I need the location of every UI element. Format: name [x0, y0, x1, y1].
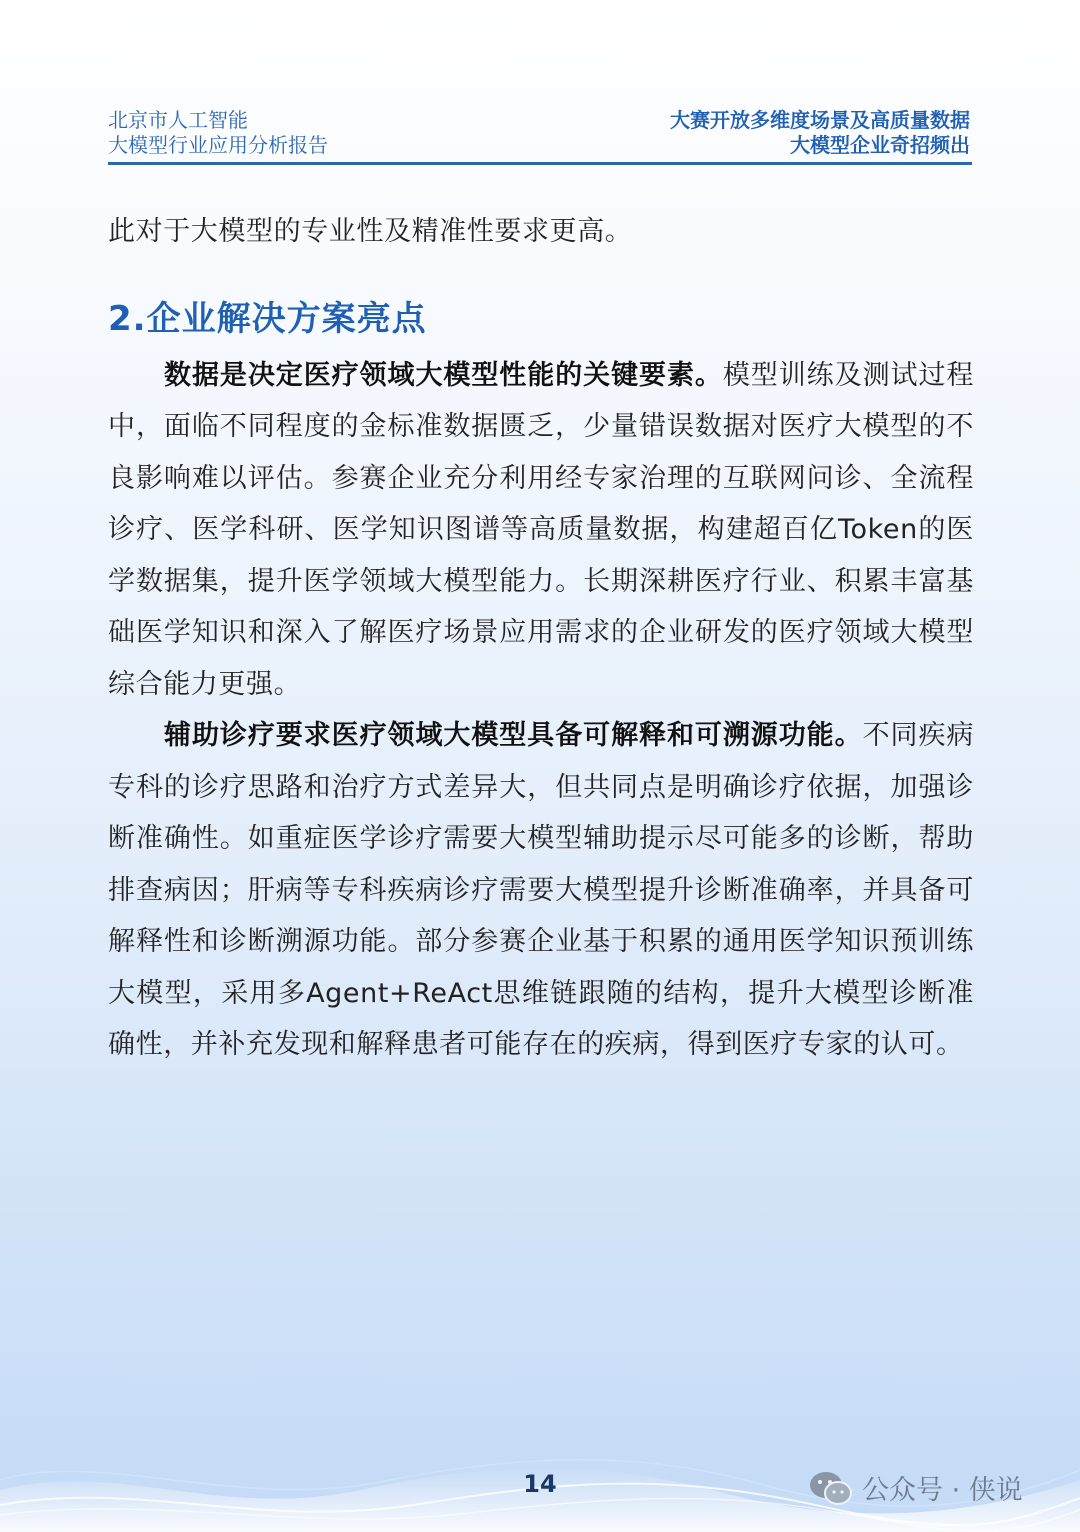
watermark — [808, 1468, 1023, 1507]
intro-paragraph: 此对于大模型的专业性及精准性要求更高。 — [108, 216, 633, 247]
header-divider — [108, 162, 972, 165]
paragraph-2-text: 不同疾病专科的诊疗思路和治疗方式差异大，但共同点是明确诊疗依据，加强诊断准确性。如重症医学诊疗需要大模型辅助提示尽可能多的诊断，帮助排查病因；肝病等专科疾病诊疗需要大模型提升诊断准确率，并具备可解释性和诊断溯源功能。部分参赛企业基于积累的通用医学知识预训练大模型，采用多Agent+ReAct思维链跟随的结构，提升大模型诊断准确性，并补充发现和解释患者可能存在的疾病，得到医疗专家的认可。 — [108, 720, 975, 1060]
header-right-line1: 大赛开放多维度场景及高质量数据 — [670, 108, 970, 132]
page-number: 14 — [523, 1470, 557, 1498]
paragraph-1-text: 模型训练及测试过程中，面临不同程度的金标准数据匮乏，少量错误数据对医疗大模型的不良影响难以评估。参赛企业充分利用经专家治理的互联网问诊、全流程诊疗、医学科研、医学知识图谱等高质量数据，构建超百亿Token的医学数据集，提升医学领域大模型能力。长期深耕医疗行业、积累丰富基础医学知识和深入了解医疗场景应用需求的企业研发的医疗领域大模型综合能力更强。 — [108, 359, 975, 700]
header-left-line1: 北京市人工智能 — [108, 108, 248, 132]
paragraph-1 — [108, 350, 974, 711]
header-right — [670, 108, 970, 158]
wechat-icon — [808, 1469, 854, 1507]
header-right-line2: 大模型企业奇招频出 — [790, 133, 970, 157]
header-left-line2: 大模型行业应用分析报告 — [108, 133, 328, 157]
paragraph-2 — [108, 710, 974, 1071]
section-title: 2.企业解决方案亮点 — [108, 298, 427, 339]
paragraph-2-lead: 辅助诊疗要求医疗领域大模型具备可解释和可溯源功能。 — [164, 720, 863, 751]
watermark-text: 公众号 · 侠说 — [862, 1475, 1023, 1506]
main-content — [108, 206, 974, 1071]
header-left — [108, 108, 328, 158]
paragraph-1-lead: 数据是决定医疗领域大模型性能的关键要素。 — [164, 359, 723, 391]
